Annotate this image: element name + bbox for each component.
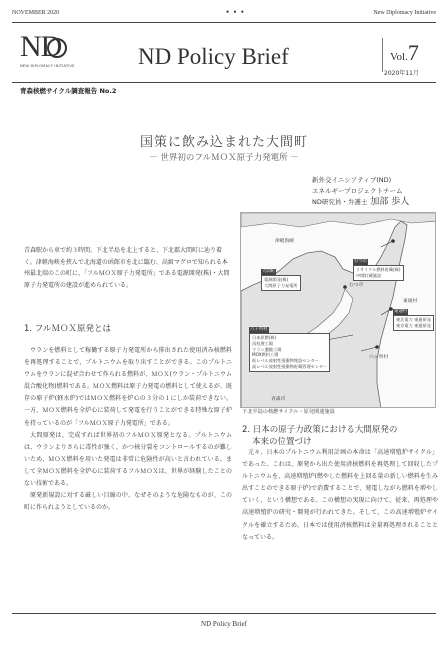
map-tag-oma: 大間町 [262, 269, 276, 274]
map-label-rokkasho: 六ヶ所村 [369, 355, 389, 360]
map-box-rokkasho [249, 333, 330, 372]
section1-paragraph: 大間原発は、完成すれば世界初のフルＭＯＸ原発となる。プルトニウムは、ウランよりさらに毒性が強く、かつ核分裂をコントロールするのが難しいため、ＭＯＸ燃料を用いた発電は非常に危険性が高いと言われている。まして全ＭＯＸ燃料を全炉心に装荷するフルＭＯＸは、世界が経験したことのない技術である。 [24, 431, 232, 488]
top-bar [12, 7, 436, 20]
shimokita-map [240, 212, 436, 408]
author-block [312, 175, 409, 208]
map-box-line: 再処理工場 [252, 340, 273, 346]
section1-paragraph: 原発新規設に対する厳しい目線の中、なぜそのような危険なものが、この町に作られようとしているのか。 [24, 492, 232, 512]
section2-title-line: 2. 日本の原子力政策における大間原発の [242, 425, 398, 435]
section2-body [242, 447, 438, 544]
article-subtitle: － 世界初のフルＭＯＸ原子力発電所 － [149, 153, 299, 163]
header-date: NOVEMBER 2020 [12, 10, 60, 16]
issue-date: 2020年11月 [384, 70, 419, 77]
header-dots: • • • [226, 7, 245, 17]
footer-rule [12, 613, 436, 614]
author-name: 加部 歩人 [370, 197, 410, 207]
author-team: エネルギープロジェクトチーム [312, 187, 403, 195]
section2-title [242, 424, 397, 448]
map-box-mutsu [353, 265, 404, 281]
author-role: ND研究員・弁護士 [312, 198, 368, 206]
map-box-line: 日本原燃(株) [252, 335, 277, 340]
map-box-line: 電源開発(株) [264, 277, 289, 282]
volume-label: Vol. [390, 51, 408, 63]
author-name-row [312, 197, 409, 208]
header-rule [12, 82, 436, 83]
lead-paragraph: 青森駅から車で約３時間、下北半島を北上すると、下北郡大間町に辿り着く。津軽海峡を挟んで北海道の函館市を北に臨む、高級マグロで知られる本州最北端のこの町に、「フルＭＯＸ原子力発電所」である電源開発(株)・大間原子力発電所の建設が進められている。 [24, 247, 230, 289]
section2-paragraph: 元々、日本のプルトニウム利用計画の本命は「高速増殖炉サイクル」であった。これは、原発から出た使用済核燃料を再処理して回収したプルトニウムを、高速増殖炉(燃やした燃料を上回る量の新しい燃料を生み出すことのできる原子炉)で消費することで、発電しながら燃料を増やしていく、という構想である。この構想の実現に向けて、従来、再処理や高速増殖炉の研究・開発が行われてきた。そして、この高速増殖炉サイクルを確立するため、日本では使用済核燃料は全量再処理されることとなっている。 [242, 449, 438, 541]
section1-body [24, 345, 232, 514]
volume-value: 7 [407, 40, 419, 65]
map-label-mutsu: むつ市 [349, 283, 364, 288]
map-box-line: リサイクル燃料貯蔵(株) [356, 267, 401, 272]
footer-text: ND Policy Brief [201, 620, 247, 628]
map-box-oma [261, 275, 301, 291]
map-tag-rokkasho: 六ヶ所村 [250, 327, 268, 332]
map-box-line: 高レベル放射性廃棄物貯蔵管理センター [252, 363, 328, 369]
map-box-line: ウラン濃縮工場 [252, 346, 282, 352]
section1-title: 1. フルＭＯＸ原発とは [24, 324, 111, 334]
top-rule [12, 22, 436, 23]
map-box-line: 東京電力 東通原発 [396, 322, 431, 328]
volume-number [390, 40, 419, 66]
brief-title: ND Policy Brief [138, 44, 289, 69]
map-caption: 下北半島の核燃サイクル・原発関連施設 [242, 409, 335, 415]
author-org: 新外交イニシアティブ(ND) [312, 176, 392, 184]
map-box-line: 東北電力 東通原発 [396, 317, 431, 322]
section2-title-line: 本来の位置づけ [252, 437, 312, 447]
map-box-line: MOX燃料工場 [252, 352, 279, 358]
map-label-aomori: 青森市 [271, 397, 286, 402]
logo-mark: ND [20, 30, 62, 63]
map-box-higashidori [393, 315, 434, 331]
map-tag-higashidori: 東通村 [394, 309, 408, 314]
map-label-tsugaru: 津軽海峡 [275, 239, 295, 244]
map-box-line: 大間原子力発電所 [264, 282, 298, 288]
article-title: 国策に飲み込まれた大間町 [139, 135, 308, 150]
map-box-line: 中間貯蔵施設 [356, 272, 382, 278]
map-tag-mutsu: むつ市 [354, 259, 368, 264]
nd-logo [20, 32, 76, 76]
series-label: 青森核燃サイクル調査報告 No.2 [20, 87, 117, 95]
map-label-higashidori: 東通村 [403, 299, 418, 304]
logo-circle-icon [47, 38, 67, 58]
title-divider [382, 38, 383, 72]
header-org: New Diplomacy Initiative [373, 10, 436, 16]
section1-paragraph: ウランを燃料として稼働する原子力発電所から排出された使用済み核燃料を再処理することで、プルトニウムを取り出すことができる。このプルトニウムをウランに混ぜ合わせて作られる燃料が、ＭＯＸ(ウラン・プルトニウム混合酸化物)燃料である。ＭＯＸ燃料は原子力発電の燃料として使えるが、既存の原子炉(軽水炉)ではＭＯＸ燃料を炉心の３分の１にしか装荷できない。一方、ＭＯＸ燃料を全炉心に装荷して発電を行うことができる特殊な原子炉を持っているのが「フルＭＯＸ原子力発電所」である。 [24, 347, 232, 427]
logo-subtext: NEW DIPLOMACY INITIATIVE [20, 64, 75, 68]
map-box-line: 低レベル放射性廃棄物埋設センター [252, 358, 319, 364]
